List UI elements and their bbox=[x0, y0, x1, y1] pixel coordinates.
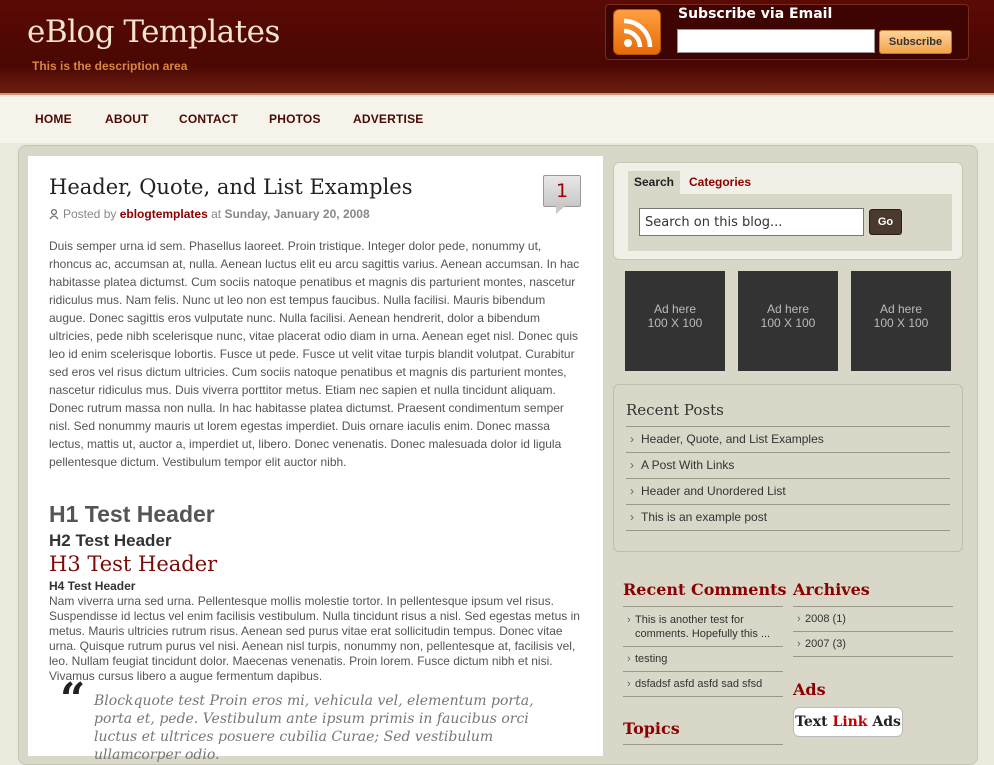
post-date[interactable]: Sunday, January 20, 2008 bbox=[224, 207, 370, 221]
nav-home[interactable]: HOME bbox=[35, 112, 72, 126]
site-description: This is the description area bbox=[32, 59, 188, 73]
quote-icon: “ bbox=[60, 674, 86, 725]
comment-count-badge[interactable]: 1 bbox=[543, 175, 581, 207]
main-nav bbox=[0, 97, 994, 143]
go-button[interactable]: Go bbox=[869, 209, 902, 235]
ad-label: Ad here bbox=[766, 302, 810, 316]
h2-test-header: H2 Test Header bbox=[49, 531, 172, 550]
text-link-ads-logo[interactable] bbox=[793, 707, 903, 737]
rss-icon[interactable] bbox=[613, 9, 661, 55]
nav-advertise[interactable]: ADVERTISE bbox=[353, 112, 424, 126]
divider bbox=[623, 744, 783, 745]
recent-post-link[interactable]: › Header, Quote, and List Examples bbox=[626, 427, 950, 453]
site-header bbox=[0, 0, 994, 95]
h3-test-header: H3 Test Header bbox=[49, 552, 218, 576]
recent-post-link[interactable]: › This is an example post bbox=[626, 505, 950, 531]
h1-test-header: H1 Test Header bbox=[49, 501, 215, 527]
recent-post-link[interactable]: › Header and Unordered List bbox=[626, 479, 950, 505]
post bbox=[28, 156, 603, 763]
search-input[interactable]: Search on this blog... bbox=[639, 208, 864, 236]
recent-post-link[interactable]: › A Post With Links bbox=[626, 453, 950, 479]
h4-test-header: H4 Test Header bbox=[49, 579, 136, 593]
subscribe-box bbox=[605, 4, 969, 60]
ad-size: 100 X 100 bbox=[647, 316, 703, 330]
archive-link[interactable]: › 2007 (3) bbox=[793, 632, 953, 657]
nav-contact[interactable]: CONTACT bbox=[179, 112, 239, 126]
ad-label: Ad here bbox=[879, 302, 923, 316]
archives-heading: Archives bbox=[793, 580, 870, 599]
search-panel bbox=[628, 194, 952, 251]
ad-label: Ad here bbox=[653, 302, 697, 316]
recent-comment-link[interactable]: › This is another test for comments. Hopefully this ... bbox=[623, 607, 783, 647]
blockquote: Blockquote test Proin eros mi, vehicula vel, elementum porta, porta et, pede. Vestibulum ante ipsum primis in faucibus orci luctus et ultrices posuere cubilia Curae; Sed vestibulum ullamcorper odio. bbox=[94, 693, 534, 763]
recent-comment-link[interactable]: › dsfadsf asfd asfd sad sfsd bbox=[623, 672, 783, 697]
nav-photos[interactable]: PHOTOS bbox=[269, 112, 321, 126]
ads-heading: Ads bbox=[793, 680, 826, 699]
subscribe-button[interactable]: Subscribe bbox=[879, 30, 952, 54]
ad-size: 100 X 100 bbox=[873, 316, 929, 330]
recent-comments-list bbox=[623, 606, 783, 697]
recent-posts-heading: Recent Posts bbox=[626, 401, 724, 419]
at-label: at bbox=[211, 207, 222, 221]
posted-by-label: Posted by bbox=[63, 207, 117, 221]
ad-slot[interactable] bbox=[738, 271, 838, 371]
logo-part: Link bbox=[832, 714, 868, 730]
tab-search[interactable]: Search bbox=[628, 171, 680, 194]
search-widget bbox=[613, 162, 963, 260]
archive-link[interactable]: › 2008 (1) bbox=[793, 607, 953, 632]
ad-slot[interactable] bbox=[851, 271, 951, 371]
post-meta bbox=[49, 207, 370, 221]
recent-posts-widget bbox=[613, 384, 963, 552]
logo-part: Ads bbox=[867, 714, 901, 730]
logo-part: Text bbox=[795, 714, 833, 730]
user-icon bbox=[49, 209, 59, 219]
recent-comment-link[interactable]: › testing bbox=[623, 647, 783, 672]
post-body: Duis semper urna id sem. Phasellus laoreet. Proin tristique. Integer dolor pede, nonummy ut, rhoncus ac, accumsan at, nulla. Aenean luctus elit eu arcu sagittis varius. Aenean accumsan. In hac habitasse platea dictumst. Cum sociis natoque penatibus et magnis dis parturient montes, nascetur ridiculus mus. Nam felis. Nunc ut leo non est tempus faucibus. Nulla facilisi. Mauris bibendum augue. Donec sagittis eros vulputate nunc. Nulla facilisi. Aenean hendrerit, dolor a bibendum ultricies, pede nibh scelerisque nunc, vitae placerat odio diam in urna. Aenean eget nisl. Donec quis leo id enim scelerisque lobortis. Fusce ut pede. Fusce ut velit vitae turpis blandit volutpat. Curabitur sed eros vel risus dictum ultricies. Cum sociis natoque penatibus et magnis dis parturient montes, nascetur ridiculus mus. Duis viverra porttitor metus. Etiam nec sapien et nulla tincidunt aliquam. Donec rutrum massa non nulla. In hac habitasse platea dictumst. Praesent condimentum semper nisl. Sed nonummy mauris ut lorem egestas imperdiet. Duis ornare iaculis enim. Donec massa lectus, mattis ut, auctor a, imperdiet ut, libero. Donec venenatis. Donec malesuada dolor id ligula pellentesque dictum. Vestibulum tempor elit auctor nibh. bbox=[49, 239, 580, 469]
email-field[interactable] bbox=[677, 29, 875, 53]
nav-about[interactable]: ABOUT bbox=[105, 112, 149, 126]
ad-slot[interactable] bbox=[625, 271, 725, 371]
topics-heading: Topics bbox=[623, 719, 680, 738]
archives-list bbox=[793, 606, 953, 657]
tab-categories[interactable]: Categories bbox=[689, 175, 752, 189]
ad-size: 100 X 100 bbox=[760, 316, 816, 330]
site-title[interactable]: eBlog Templates bbox=[27, 14, 280, 50]
recent-comments-heading: Recent Comments bbox=[623, 580, 787, 599]
post-author-link[interactable]: eblogtemplates bbox=[119, 207, 208, 221]
post-title[interactable]: Header, Quote, and List Examples bbox=[49, 175, 413, 199]
post-paragraph: Nam viverra urna sed urna. Pellentesque mollis molestie tortor. In pellentesque ipsum vel risus. Suspendisse id lectus vel enim facilisis vestibulum. Nulla tincidunt risus a nisl. Sed egestas metus in metus. Mauris ultricies rutrum risus. Aenean sed purus vitae erat sollicitudin tempus. Donec vitae urna. Quisque rutrum purus vel nisi. Aenean nisl turpis, nonummy non, pellentesque at, facilisis vel, leo. Nullam feugiat tincidunt dolor. Maecenas venenatis. Proin lorem. Fusce dictum nibh et nisi. Vivamus cursus libero a augue fermentum dapibus. bbox=[49, 594, 580, 683]
subscribe-label: Subscribe via Email bbox=[678, 6, 833, 22]
